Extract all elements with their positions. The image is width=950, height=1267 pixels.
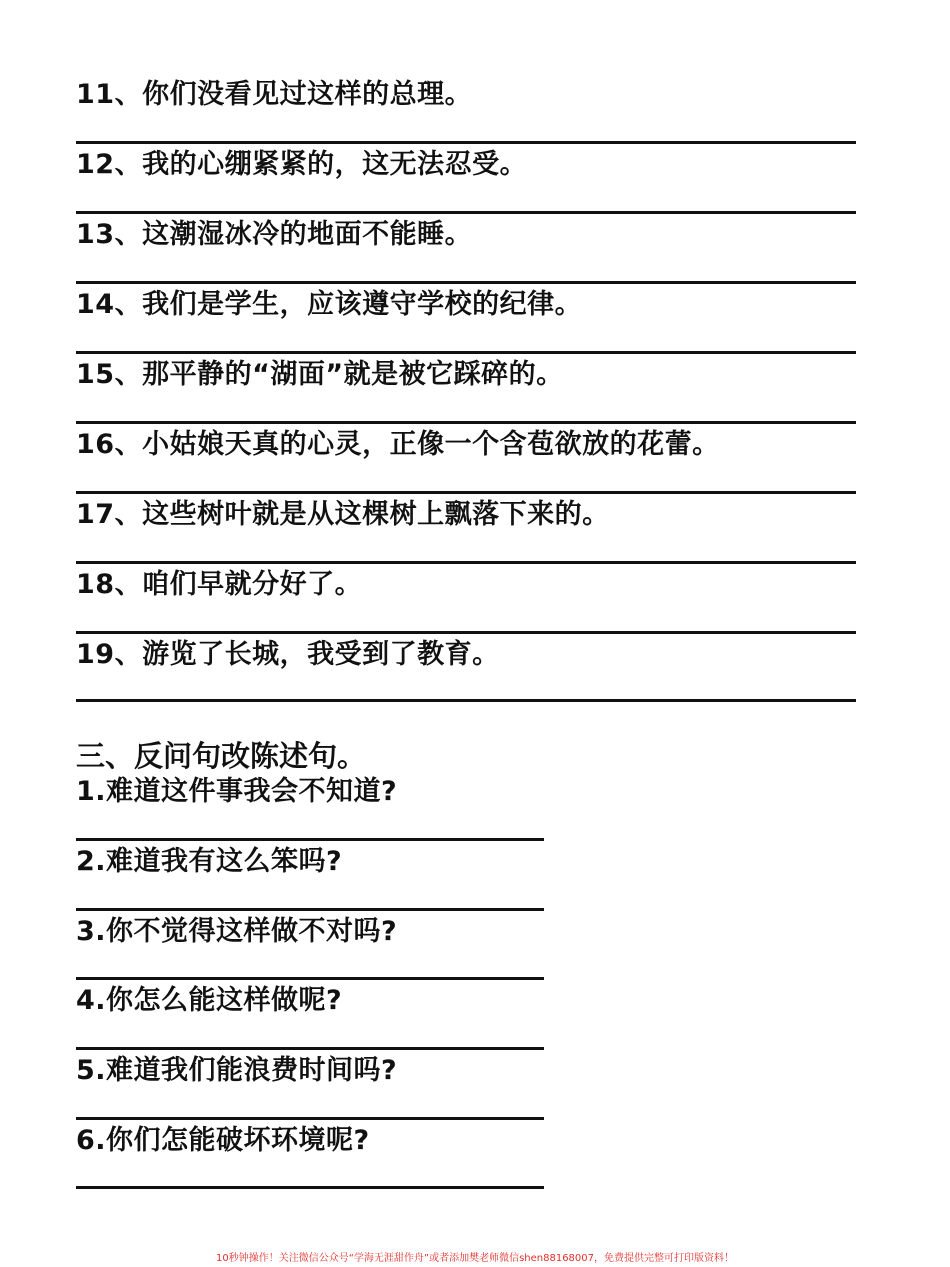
rhetorical-question-5: 5.难道我们能浪费时间吗? (76, 1055, 398, 1086)
answer-line-r6 (76, 1186, 544, 1189)
answer-line-18 (76, 631, 856, 634)
rhetorical-question-4: 4.你怎么能这样做呢? (76, 985, 343, 1016)
section-heading: 三、反问句改陈述句。 (76, 739, 367, 773)
answer-line-12 (76, 211, 856, 214)
question-12: 12、我的心绷紧紧的，这无法忍受。 (76, 149, 528, 180)
answer-line-15 (76, 421, 856, 424)
answer-line-r3 (76, 977, 544, 980)
answer-line-17 (76, 561, 856, 564)
answer-line-r2 (76, 908, 544, 911)
question-13: 13、这潮湿冰冷的地面不能睡。 (76, 219, 473, 250)
answer-line-r5 (76, 1117, 544, 1120)
question-18: 18、咱们早就分好了。 (76, 569, 363, 600)
rhetorical-question-6: 6.你们怎能破坏环境呢? (76, 1125, 370, 1156)
question-17: 17、这些树叶就是从这棵树上飘落下来的。 (76, 499, 610, 530)
question-19: 19、游览了长城，我受到了教育。 (76, 639, 500, 670)
question-11: 11、你们没看见过这样的总理。 (76, 79, 473, 110)
answer-line-r1 (76, 838, 544, 841)
rhetorical-question-1: 1.难道这件事我会不知道? (76, 776, 398, 807)
answer-line-14 (76, 351, 856, 354)
question-15: 15、那平静的“湖面”就是被它踩碎的。 (76, 359, 564, 390)
answer-line-13 (76, 281, 856, 284)
question-16: 16、小姑娘天真的心灵，正像一个含苞欲放的花蕾。 (76, 429, 720, 460)
footer-promo-text: 10秒钟操作！关注微信公众号“学海无涯甜作舟”或者添加樊老师微信shen88168007，免费提供完整可打印版资料！ (215, 1253, 735, 1264)
answer-line-19 (76, 699, 856, 702)
rhetorical-question-3: 3.你不觉得这样做不对吗? (76, 916, 398, 947)
question-14: 14、我们是学生，应该遵守学校的纪律。 (76, 289, 583, 320)
answer-line-r4 (76, 1047, 544, 1050)
answer-line-16 (76, 491, 856, 494)
rhetorical-question-2: 2.难道我有这么笨吗? (76, 846, 343, 877)
answer-line-11 (76, 141, 856, 144)
